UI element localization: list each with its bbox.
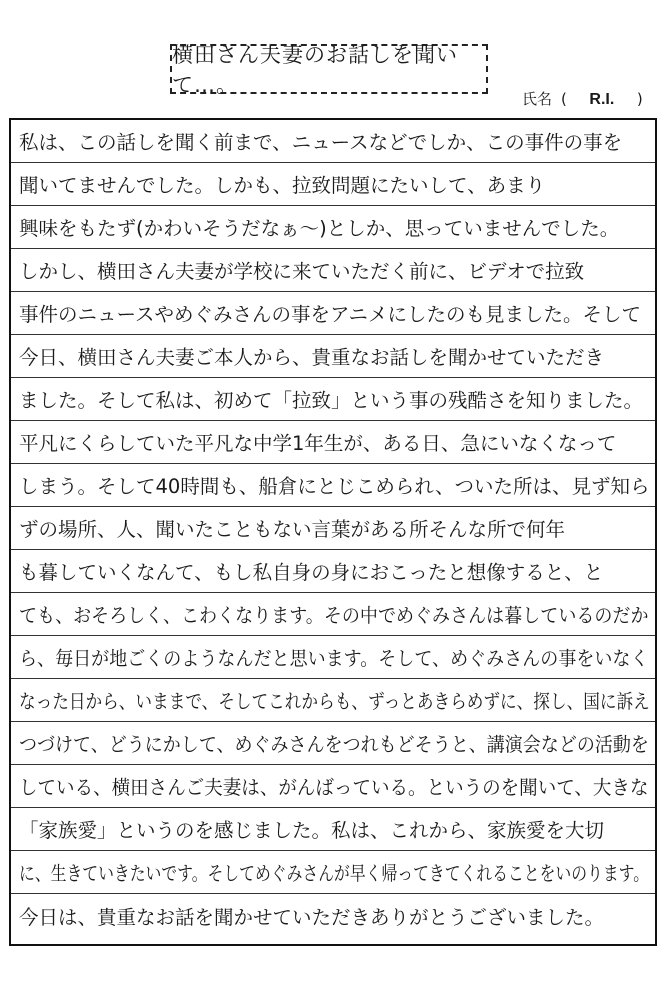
name-field: [522, 88, 646, 109]
essay-line: [11, 206, 655, 249]
essay-line-text: ました。そして私は、初めて「拉致」という事の残酷さを知りました。: [19, 389, 644, 412]
title-box: [170, 43, 488, 97]
essay-line-text: ら、毎日が地ごくのようなんだと思います。そして、めぐみさんの事をいなく: [19, 647, 649, 670]
essay-sheet: [9, 118, 657, 946]
name-label: 氏名: [522, 90, 553, 108]
essay-line-text: 平凡にくらしていた平凡な中学1年生が、ある日、急にいなくなって: [19, 432, 617, 455]
essay-line: [11, 894, 655, 937]
essay-line-text: 今日は、貴重なお話を聞かせていただきありがとうございました。: [19, 905, 605, 929]
essay-line-text: に、生きていきたいです。そしてめぐみさんが早く帰ってきてくれることをいのります。: [19, 862, 650, 885]
essay-line: [11, 378, 655, 421]
essay-line-text: 興味をもたず(かわいそうだなぁ〜)としか、思っていませんでした。: [19, 217, 620, 240]
name-open-paren: (: [561, 90, 567, 108]
essay-line: [11, 507, 655, 550]
essay-line-text: 私は、この話しを聞く前まで、ニュースなどでしか、この事件の事を: [19, 131, 623, 154]
essay-line: [11, 636, 655, 679]
essay-line-text: ずの場所、人、聞いたこともない言葉がある所そんな所で何年: [19, 518, 566, 541]
essay-line-text: 聞いてませんでした。しかも、拉致問題にたいして、あまり: [19, 174, 546, 197]
essay-line-text: 事件のニュースやめぐみさんの事をアニメにしたのも見ました。そして: [19, 303, 642, 326]
essay-line: [11, 335, 655, 378]
essay-line: [11, 550, 655, 593]
essay-line: [11, 163, 655, 206]
essay-line-text: なった日から、いままで、そしてこれからも、ずっとあきらめずに、探し、国に訴え: [19, 690, 650, 713]
essay-line: [11, 421, 655, 464]
essay-line-text: している、横田さんご夫妻は、がんばっている。というのを聞いて、大きな: [19, 776, 649, 799]
name-close-paren: ): [636, 90, 643, 108]
essay-line-text: も暮していくなんて、もし私自身の身におこったと想像すると、と: [19, 561, 604, 584]
essay-line: [11, 679, 655, 722]
essay-line: [11, 722, 655, 765]
essay-line: [11, 249, 655, 292]
essay-line: [11, 120, 655, 163]
essay-line-text: しまう。そして40時間も、船倉にとじこめられ、ついた所は、見ず知ら: [19, 475, 650, 498]
essay-line: [11, 464, 655, 507]
essay-line: [11, 851, 655, 894]
essay-line: [11, 593, 655, 636]
essay-line-text: つづけて、どうにかして、めぐみさんをつれもどそうと、講演会などの活動を: [19, 733, 649, 756]
essay-line-text: 「家族愛」というのを感じました。私は、これから、家族愛を大切: [19, 819, 605, 842]
name-value: R.I.: [589, 91, 615, 108]
essay-line: [11, 808, 655, 851]
essay-line-text: ても、おそろしく、こわくなります。その中でめぐみさんは暮しているのだか: [19, 604, 649, 627]
essay-line-text: 今日、横田さん夫妻ご本人から、貴重なお話しを聞かせていただき: [19, 346, 605, 369]
essay-line: [11, 765, 655, 808]
page-title: 横田さん夫妻のお話しを聞いて…。: [172, 43, 458, 97]
essay-line-text: しかし、横田さん夫妻が学校に来ていただく前に、ビデオで拉致: [19, 260, 585, 283]
essay-line: [11, 292, 655, 335]
